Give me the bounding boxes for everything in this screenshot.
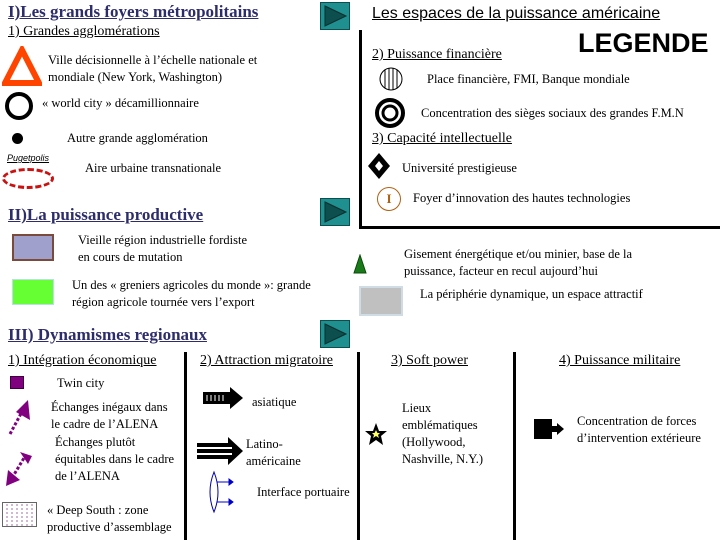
agricultural-swatch bbox=[12, 279, 54, 305]
main-title: Les espaces de la puissance américaine bbox=[372, 5, 661, 22]
asian-migration-label: asiatique bbox=[252, 395, 297, 409]
triangle-icon bbox=[2, 46, 42, 86]
energy-label: Gisement énergétique et/ou minier, base de la puissance, facteur en recul aujourd’hui bbox=[404, 247, 633, 278]
col-soft-power-title: 3) Soft power bbox=[391, 353, 468, 368]
dot-icon bbox=[12, 133, 23, 144]
world-city-label: « world city » décamillionnaire bbox=[42, 96, 199, 110]
nav-next-button-2[interactable] bbox=[320, 198, 350, 226]
star-icon bbox=[364, 422, 388, 446]
unequal-exchange-label: Échanges inégaux dans le cadre de l’ALENA bbox=[51, 400, 168, 431]
col-migration-title: 2) Attraction migratoire bbox=[200, 353, 333, 368]
port-interface-label: Interface portuaire bbox=[257, 485, 350, 499]
innovation-icon: I bbox=[377, 187, 401, 211]
nav-next-button[interactable] bbox=[320, 2, 350, 30]
university-label: Université prestigieuse bbox=[402, 161, 517, 175]
col-integration-title: 1) Intégration économique bbox=[8, 353, 157, 368]
striped-circle-icon bbox=[378, 66, 404, 92]
striped-arrow-icon bbox=[202, 386, 244, 410]
green-triangle-icon bbox=[353, 254, 367, 274]
column-divider bbox=[357, 352, 360, 540]
agglomeration-label: Autre grande agglomération bbox=[67, 131, 208, 145]
play-icon bbox=[321, 3, 349, 29]
intel-subtitle: 3) Capacité intellectuelle bbox=[372, 131, 512, 146]
finance-place-label: Place financière, FMI, Banque mondiale bbox=[427, 72, 630, 86]
fmn-label: Concentration des sièges sociaux des grandes F.M.N bbox=[421, 106, 684, 120]
box-border-left bbox=[359, 30, 362, 229]
twin-city-label: Twin city bbox=[57, 376, 105, 390]
box-border-bottom bbox=[359, 226, 720, 229]
equitable-exchange-label: Échanges plutôt équitables dans le cadre de l’ALENA bbox=[55, 435, 175, 483]
military-label: Concentration de forces d’intervention extérieure bbox=[577, 414, 701, 445]
play-icon bbox=[321, 199, 349, 225]
finance-subtitle: 2) Puissance financière bbox=[372, 47, 502, 62]
section1-subtitle: 1) Grandes agglomérations bbox=[8, 24, 160, 39]
ring-icon bbox=[5, 92, 33, 120]
port-interface-icon bbox=[205, 470, 235, 514]
industrial-region-label: Vieille région industrielle fordiste en cours de mutation bbox=[78, 233, 247, 264]
dotted-ellipse-icon bbox=[2, 168, 54, 189]
deep-south-label: « Deep South : zone productive d’assemblage bbox=[47, 503, 172, 534]
play-icon bbox=[321, 321, 349, 347]
latino-migration-label: Latino- américaine bbox=[246, 437, 301, 468]
twin-city-swatch bbox=[10, 376, 24, 389]
deep-south-swatch bbox=[2, 502, 38, 528]
column-divider bbox=[513, 352, 516, 540]
dotted-arrows-icon bbox=[4, 398, 36, 488]
section3-title: III) Dynamismes regionaux bbox=[8, 325, 207, 344]
legend-heading: LEGENDE bbox=[578, 28, 709, 58]
innovation-label: Foyer d’innovation des hautes technologies bbox=[413, 191, 631, 205]
decision-city-label: Ville décisionnelle à l’échelle nationale et mondiale (New York, Washington) bbox=[48, 53, 258, 84]
agricultural-label: Un des « greniers agricoles du monde »: grande région agricole tournée vers l’export bbox=[72, 278, 311, 309]
periphery-label: La périphérie dynamique, un espace attractif bbox=[420, 287, 643, 301]
soft-power-label: Lieux emblématiques (Hollywood, Nashville, N.Y.) bbox=[402, 401, 484, 466]
section2-title: II)La puissance productive bbox=[8, 205, 204, 224]
industrial-region-swatch bbox=[12, 234, 54, 261]
periphery-swatch bbox=[359, 286, 403, 316]
col-military-title: 4) Puissance militaire bbox=[559, 353, 681, 368]
diamond-icon bbox=[367, 152, 391, 180]
column-divider bbox=[184, 352, 187, 540]
pugetpolis-tag: Pugetpolis bbox=[7, 153, 50, 163]
double-line-arrow-icon bbox=[196, 436, 244, 466]
military-force-icon bbox=[533, 418, 565, 440]
section1-title: I)Les grands foyers métropolitains bbox=[8, 2, 259, 21]
double-ring-icon bbox=[374, 97, 406, 129]
nav-next-button-3[interactable] bbox=[320, 320, 350, 348]
transnational-label: Aire urbaine transnationale bbox=[85, 161, 222, 175]
